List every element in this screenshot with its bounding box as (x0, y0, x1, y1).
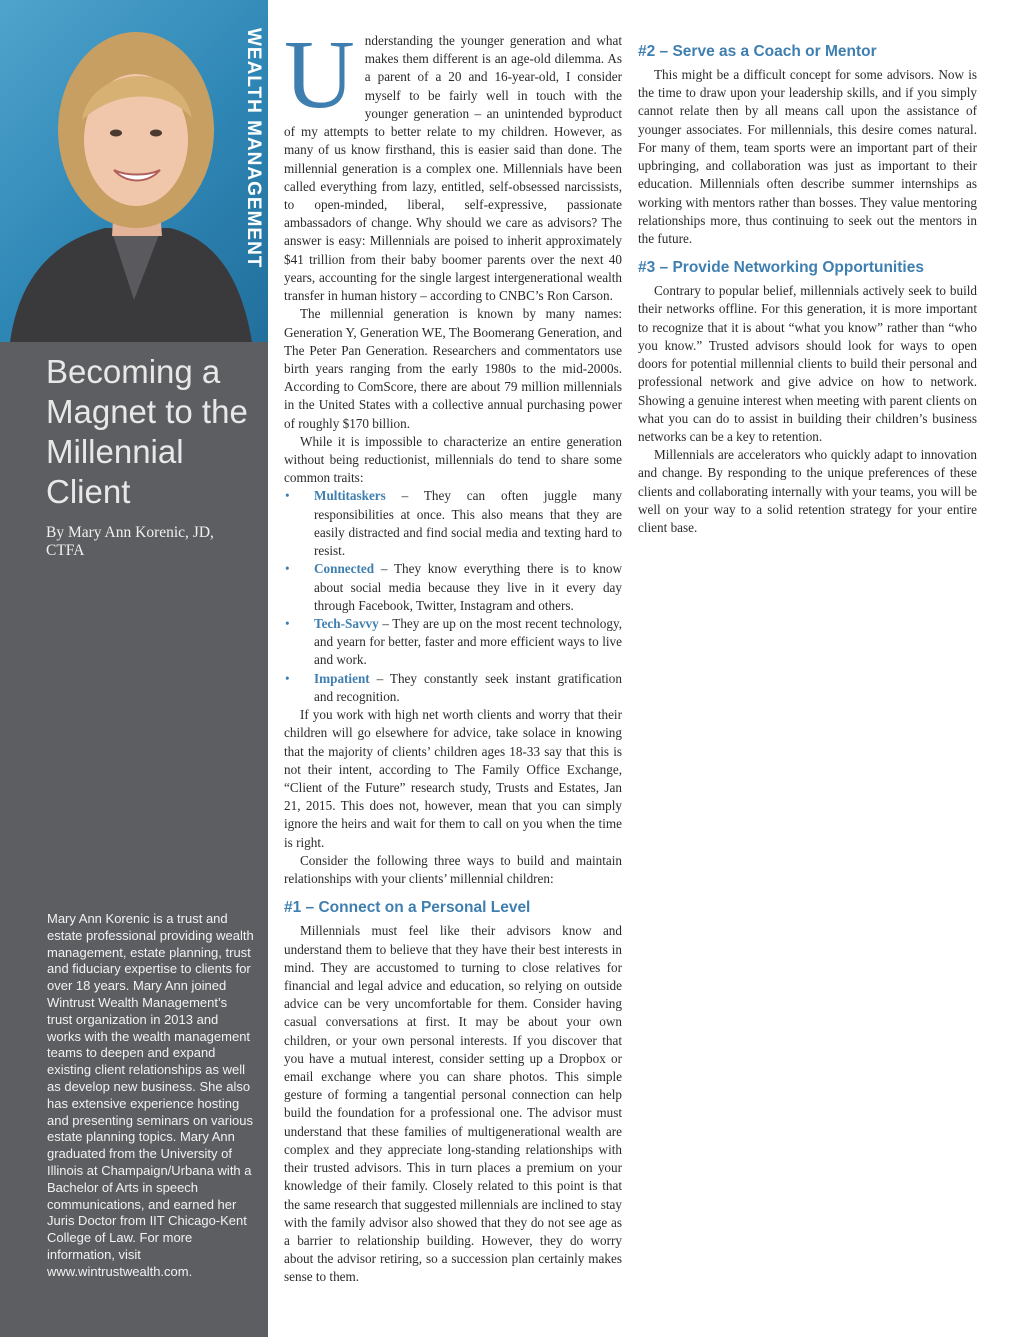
intro-text: nderstanding the younger generation and what makes them different is an age-old dilemma. As a parent of a 20 and 16-year-old, I consider myself to be fairly well in touch with the younger generation – an unintended byproduct of my attempts to better relate to my children. However, as many of us know firsthand, this is easier said than done. The millennial generation is a complex one. Millennials have been called everything from lazy, entitled, self-obsessed narcissists, to open-minded, liberal, self-expressive, passionate ambassadors of change. Why should we care as advisors? The answer is easy: Millennials are poised to inherit approximately $41 trillion from their baby boomer parents over the next 40 years, accounting for the single largest intergenerational wealth transfer in human history – according to CNBC’s Ron Carson. (284, 33, 622, 304)
author-portrait-illustration (0, 0, 268, 342)
paragraph: While it is impossible to characterize an entire generation without being reductionist, millennials do tend to share some common traits: (284, 433, 622, 486)
paragraph: Millennials must feel like their advisors know and understand them to believe that they have their best interests in mind. They are accustomed to turning to close relatives for financial and legal advice and education, so relying on outside advice can be very uncomfortable for them. Consider having casual conversations at first. It may be about your own children, or your own personal interests. If you discover that you have a mutual interest, consider setting up a Dropbox or email exchange where you can share photos. This simple gesture of forming a tangential personal connection can help build the foundation for a professional one. The advisor must understand that these families of multigenerational wealth are complex and they appreciate long-standing relationships with their trusted advisors. This in turn places a premium on your knowledge of their family. Closely related to this point is that the same research that suggested millennials are inclined to stay with the family advisor also showed that they do not see age as a barrier to relationship building. However, they do worry about the advisor retiring, so a succession plan certainly makes sense to them. (284, 923, 622, 1285)
author-bio: Mary Ann Korenic is a trust and estate professional providing wealth management, estate planning, trust and fiduciary expertise to clients for over 18 years. Mary Ann joined Wintrust Wealth Management’s trust organization in 2013 and works with the wealth management teams to deepen and expand existing client relationships as well as develop new business. She also has extensive experience hosting and presenting seminars on various estate planning topics. Mary Ann graduated from the University of Illinois at Champaign/Urbana with a Bachelor of Arts in speech communications, and earned her Juris Doctor from IIT Chicago-Kent College of Law. For more information, visit www.wintrustwealth.com. (47, 911, 254, 1279)
section-tag: WEALTH MANAGEMENT (243, 28, 264, 269)
trait-name: Multitaskers (314, 488, 386, 504)
drop-cap: U (284, 21, 355, 129)
trait-text: – They can often juggle many responsibilities at once. This also means that they are easily distracted and find social media and texting hard to resist. (314, 488, 622, 559)
trait-text: – They are up on the most recent technology, and yearn for better, faster and more efficient ways to live and work. (314, 616, 622, 668)
sidebar (0, 0, 268, 1337)
byline: By Mary Ann Korenic, JD, CTFA (46, 524, 214, 559)
paragraph: Contrary to popular belief, millennials actively seek to build their networks offline. For this generation, it is more important to recognize that it is about “what you know” rather than “who you know.” Trusted advisors should look for ways to open doors for potential millennial clients to build their personal and professional network and give advice on how to network. Showing a genuine interest when meeting with parent clients on what you can do to assist in building their children’s business networks can be a key to retention. (638, 283, 977, 444)
trait-text: – They know everything there is to know about social media because they live in it every day through Facebook, Twitter, Instagram and others. (314, 561, 622, 613)
list-item (314, 487, 622, 560)
paragraph: This might be a difficult concept for some advisors. Now is the time to draw upon your leadership skills, and if you simply cannot relate then by all means call upon the assistance of younger associates. For millennials, this desire comes natural. For many of them, team sports were an important part of their upbringing, and collaboration was just as important to their education. Millennials often describe summer internships as working with mentors rather than bosses. They value mentoring relationships more, thus continuing to seek out the mentors in the future. (638, 67, 977, 246)
subheading-2: #2 – Serve as a Coach or Mentor (638, 43, 877, 60)
subheading-1: #1 – Connect on a Personal Level (284, 899, 531, 917)
trait-name: Connected (314, 561, 375, 577)
list-item (314, 615, 622, 670)
paragraph: If you work with high net worth clients and worry that their children will go elsewhere for advice, take solace in knowing that the majority of clients’ children ages 18-33 say that this is not their intent, according to The Family Office Exchange, “Client of the Future” research study, Trusts and Estates, Jan 21, 2015. This does not, however, mean that you can simply ignore the heirs and wait for them to call on you when the time is right. (284, 707, 622, 850)
intro-paragraph (284, 21, 622, 305)
article-headline: Becoming a Magnet to the Millennial Client (46, 353, 248, 510)
trait-name: Impatient (314, 670, 370, 686)
trait-text: – They constantly seek instant gratification and recognition. (314, 670, 622, 704)
author-photo (0, 0, 268, 342)
trait-name: Tech-Savvy (314, 616, 379, 631)
subheading-3: #3 – Provide Networking Opportunities (638, 259, 924, 277)
list-item (314, 670, 622, 706)
article-column-1 (284, 21, 622, 1287)
paragraph: The millennial generation is known by many names: Generation Y, Generation WE, The Boomerang Generation, and The Peter Pan Generation. Researchers and commentators use birth years ranging from the early 1980s to the mid-2000s. According to ComScore, there are about 79 million millennials in the United States with a collective annual purchasing power of roughly $170 billion. (284, 306, 622, 431)
paragraph: Millennials are accelerators who quickly adapt to innovation and change. By responding to the unique preferences of these clients and collaborating internally with your teams, you will be well on your way to a solid retention strategy for your entire client base. (638, 447, 977, 536)
paragraph: Consider the following three ways to build and maintain relationships with your clients’ millennial children: (284, 852, 622, 887)
list-item (314, 560, 622, 615)
article-column-2 (638, 32, 977, 537)
traits-list (284, 487, 622, 706)
